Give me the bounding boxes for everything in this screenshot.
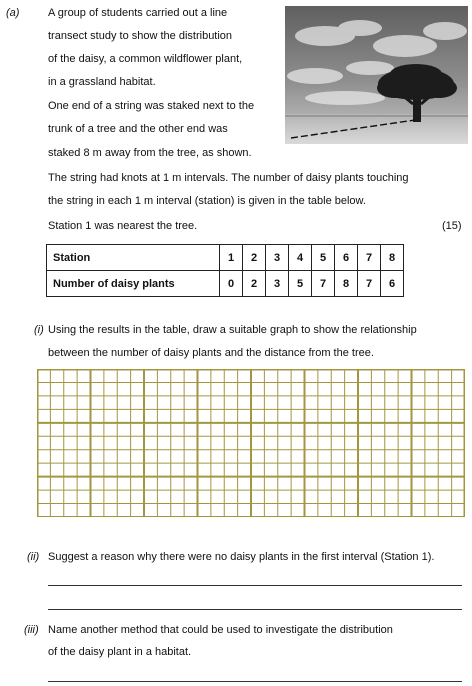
station-cell: 6 bbox=[335, 245, 358, 271]
marks: (15) bbox=[442, 220, 462, 232]
station-cell: 2 bbox=[243, 245, 266, 271]
station-cell: 8 bbox=[381, 245, 404, 271]
count-cell: 5 bbox=[289, 271, 312, 297]
intro-line-2: transect study to show the distribution bbox=[48, 30, 233, 42]
count-cell: 2 bbox=[243, 271, 266, 297]
station-row bbox=[47, 245, 404, 271]
q-ii-line-1: Suggest a reason why there were no daisy plants in the first interval (Station 1). bbox=[48, 551, 435, 563]
station-cell: 1 bbox=[220, 245, 243, 271]
count-header: Number of daisy plants bbox=[47, 271, 220, 297]
knots-line-2: the string in each 1 m interval (station) is given in the table below. bbox=[48, 195, 366, 207]
part-a-label: (a) bbox=[6, 7, 20, 19]
answer-line-ii-1[interactable] bbox=[48, 585, 462, 586]
count-cell: 7 bbox=[358, 271, 381, 297]
string-line-1: One end of a string was staked next to the bbox=[48, 100, 255, 112]
q-iii-label: (iii) bbox=[24, 624, 39, 636]
string-line-2: trunk of a tree and the other end was bbox=[48, 123, 228, 135]
answer-line-ii-2[interactable] bbox=[48, 609, 462, 610]
station-cell: 5 bbox=[312, 245, 335, 271]
answer-line-iii-1[interactable] bbox=[48, 681, 462, 682]
station-cell: 3 bbox=[266, 245, 289, 271]
intro-line-4: in a grassland habitat. bbox=[48, 76, 156, 88]
station-cell: 7 bbox=[358, 245, 381, 271]
count-cell: 3 bbox=[266, 271, 289, 297]
station1-note: Station 1 was nearest the tree. bbox=[48, 220, 198, 232]
count-cell: 7 bbox=[312, 271, 335, 297]
graph-paper-grid[interactable] bbox=[37, 369, 465, 517]
station-header: Station bbox=[47, 245, 220, 271]
knots-line-1: The string had knots at 1 m intervals. The number of daisy plants touching bbox=[48, 172, 409, 184]
count-cell: 0 bbox=[220, 271, 243, 297]
q-ii-label: (ii) bbox=[27, 551, 40, 563]
daisy-data-table bbox=[46, 244, 404, 297]
intro-line-3: of the daisy, a common wildflower plant, bbox=[48, 53, 243, 65]
tree-transect-photo bbox=[285, 6, 468, 144]
count-cell: 8 bbox=[335, 271, 358, 297]
q-iii-line-1: Name another method that could be used to investigate the distribution bbox=[48, 624, 393, 636]
intro-line-1: A group of students carried out a line bbox=[48, 7, 228, 19]
count-cell: 6 bbox=[381, 271, 404, 297]
q-i-line-2: between the number of daisy plants and the distance from the tree. bbox=[48, 347, 374, 359]
q-i-label: (i) bbox=[34, 324, 44, 336]
count-row bbox=[47, 271, 404, 297]
string-line-3: staked 8 m away from the tree, as shown. bbox=[48, 147, 252, 159]
q-iii-line-2: of the daisy plant in a habitat. bbox=[48, 646, 192, 658]
station-cell: 4 bbox=[289, 245, 312, 271]
q-i-line-1: Using the results in the table, draw a suitable graph to show the relationship bbox=[48, 324, 417, 336]
